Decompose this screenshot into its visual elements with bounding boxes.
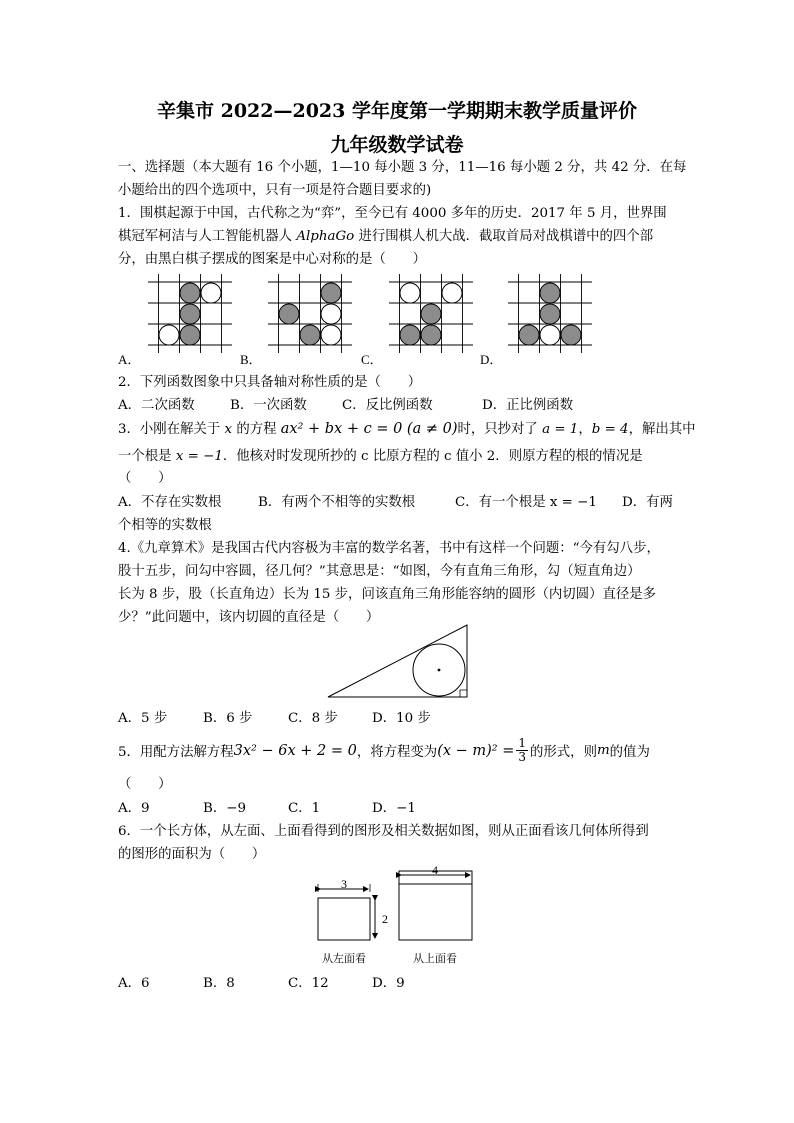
- q5-paren: （ ）: [118, 777, 172, 792]
- q6-option-d: D．9: [372, 976, 405, 991]
- q5-line1b: ，将方程变为: [356, 745, 438, 760]
- white-stone: [442, 283, 462, 303]
- q3-line1b: 的方程: [232, 422, 281, 437]
- black-stone: [300, 325, 320, 345]
- go-boards-figure: [118, 272, 678, 368]
- exam-title: 辛集市 2022—2023 学年度第一学期期末教学质量评价: [157, 100, 637, 122]
- q3-sep: ，: [578, 422, 592, 437]
- q3-option-d-part1: D．有两: [622, 495, 673, 510]
- white-stone: [159, 325, 179, 345]
- black-stone: [180, 283, 200, 303]
- q1-line2a: 棋冠军柯洁与人工智能机器人: [118, 229, 297, 244]
- q5-fraction-denominator: 3: [518, 750, 527, 764]
- q1-label-a: A．: [118, 352, 141, 367]
- q5-var-m: m: [596, 743, 610, 758]
- white-stone: [400, 283, 420, 303]
- q3-line2a: 一个根是: [118, 449, 176, 464]
- black-stone: [540, 304, 560, 324]
- q4-line3: 长为 8 步，股（长直角边）长为 15 步，问该直角三角形能容纳的圆形（内切圆）直径是多: [118, 587, 657, 602]
- q5-fraction-numerator: 1: [518, 736, 527, 750]
- q5-fraction: [516, 737, 528, 764]
- q3-option-b: B．有两个不相等的实数根: [258, 495, 416, 510]
- go-board-a: [148, 274, 232, 353]
- q5-line1d: 的值为: [609, 745, 650, 760]
- q4-option-d: D．10 步: [372, 711, 431, 726]
- q6-option-a: A．6: [118, 976, 150, 991]
- black-stone: [421, 304, 441, 324]
- q3-line1c: 时，只抄对了: [457, 422, 543, 437]
- q4-line1: 4.《九章算术》是我国古代内容极为丰富的数学名著，书中有这样一个问题：“今有勾八步，: [118, 541, 660, 556]
- q3-line2b: ．他核对时发现所抄的 c 比原方程的 c 值小 2．则原方程的根的情况是: [222, 449, 643, 464]
- black-stone: [180, 325, 200, 345]
- q1-label-c: C．: [361, 352, 383, 367]
- q5-equation: 3x² − 6x + 2 = 0: [233, 742, 357, 759]
- right-triangle: [328, 625, 467, 697]
- q5-line1c: 的形式，则: [530, 745, 597, 760]
- top-view-rect: [399, 871, 472, 940]
- q3-option-a: A．不存在实数根: [118, 495, 222, 510]
- q5-option-d: D．−1: [372, 801, 416, 816]
- left-view-width-label: 3: [341, 877, 347, 891]
- q5-option-a: A．9: [118, 801, 150, 816]
- q3-line1a: 3．小刚在解关于: [118, 422, 225, 437]
- q3-equation: ax² + bx + c = 0 (a ≠ 0): [280, 421, 458, 437]
- q2-option-d: D．正比例函数: [482, 398, 574, 413]
- go-board-b: [268, 274, 352, 353]
- q6-line2: 的图形的面积为（ ）: [118, 847, 266, 862]
- q5-line1: [118, 737, 650, 764]
- q5-option-c: C．1: [288, 801, 321, 816]
- q4-line4: 少？”此问题中，该内切圆的直径是（ ）: [118, 610, 380, 625]
- q3-option-d-part2: 个相等的实数根: [118, 518, 212, 533]
- incircle-center: [438, 669, 441, 672]
- go-board-d: [508, 274, 592, 353]
- caption-top-view: 从上面看: [413, 953, 457, 965]
- black-stone: [279, 304, 299, 324]
- q3-line2: [118, 445, 643, 464]
- q4-line2: 股十五步，问勾中容圆，径几何？”其意思是：“如图，今有直角三角形，勾（短直角边）: [118, 564, 641, 579]
- go-board-c: [389, 274, 473, 353]
- q3-a-value: a = 1: [542, 422, 579, 437]
- q1-line2c: 进行围棋人机大战．截取首局对战棋谱中的四个部: [354, 229, 654, 244]
- q1-line3: 分，由黑白棋子摆成的图案是中心对称的是（ ）: [118, 252, 426, 267]
- q1-label-b: B．: [240, 352, 262, 367]
- q3-paren: （ ）: [118, 471, 172, 486]
- q2-stem: 2．下列函数图象中只具备轴对称性质的是（ ）: [118, 375, 422, 390]
- black-stone: [561, 325, 581, 345]
- white-stone: [321, 304, 341, 324]
- q5-option-b: B．−9: [203, 801, 246, 816]
- q5-line1a: 5．用配方法解方程: [118, 745, 234, 760]
- q3-option-c: C．有一个根是 x = −1: [455, 495, 597, 510]
- white-stone: [540, 325, 560, 345]
- q3-b-value: b = 4: [591, 422, 629, 437]
- q3-root: x = −1: [175, 449, 223, 464]
- white-stone: [201, 283, 221, 303]
- white-stone: [321, 325, 341, 345]
- left-view-rect: [318, 898, 370, 940]
- black-stone: [540, 283, 560, 303]
- q2-option-b: B．一次函数: [230, 398, 307, 413]
- q3-line1: [118, 418, 696, 437]
- black-stone: [421, 325, 441, 345]
- q2-option-a: A．二次函数: [118, 398, 195, 413]
- black-stone: [519, 325, 539, 345]
- q3-var-x: x: [224, 422, 233, 437]
- section1-line1: 一、选择题（本大题有 16 个小题，1—10 每小题 3 分，11—16 每小题 2 分，共 42 分．在每: [118, 160, 687, 175]
- q5-square-form: (x − m)² =: [437, 742, 515, 759]
- q4-option-b: B．6 步: [203, 711, 253, 726]
- q4-option-a: A．5 步: [118, 711, 168, 726]
- q2-option-c: C．反比例函数: [342, 398, 433, 413]
- q6-option-b: B．8: [203, 976, 235, 991]
- box-views-figure: [305, 860, 485, 970]
- q3-line1d: ，解出其中: [628, 422, 696, 437]
- right-angle-mark: [460, 690, 467, 697]
- q1-line1: 1．围棋起源于中国，古代称之为“弈”，至今已有 4000 多年的历史．2017 年 5 月，世界围: [118, 206, 667, 221]
- black-stone: [321, 283, 341, 303]
- q4-option-c: C．8 步: [288, 711, 338, 726]
- incircle-triangle-figure: [320, 620, 480, 702]
- caption-left-view: 从左面看: [322, 953, 366, 965]
- q1-label-d: D．: [480, 352, 503, 367]
- exam-subtitle: 九年级数学试卷: [330, 134, 464, 156]
- section1-line2: 小题给出的四个选项中，只有一项是符合题目要求的): [118, 183, 432, 198]
- q1-alphago: AlphaGo: [296, 229, 355, 244]
- black-stone: [400, 325, 420, 345]
- q1-line2: [118, 225, 653, 244]
- q6-option-c: C．12: [288, 976, 329, 991]
- black-stone: [180, 304, 200, 324]
- left-view-height-label: 2: [382, 912, 388, 926]
- top-view-width-label: 4: [432, 863, 438, 877]
- q6-line1: 6．一个长方体，从左面、上面看得到的图形及相关数据如图，则从正面看该几何体所得到: [118, 824, 649, 839]
